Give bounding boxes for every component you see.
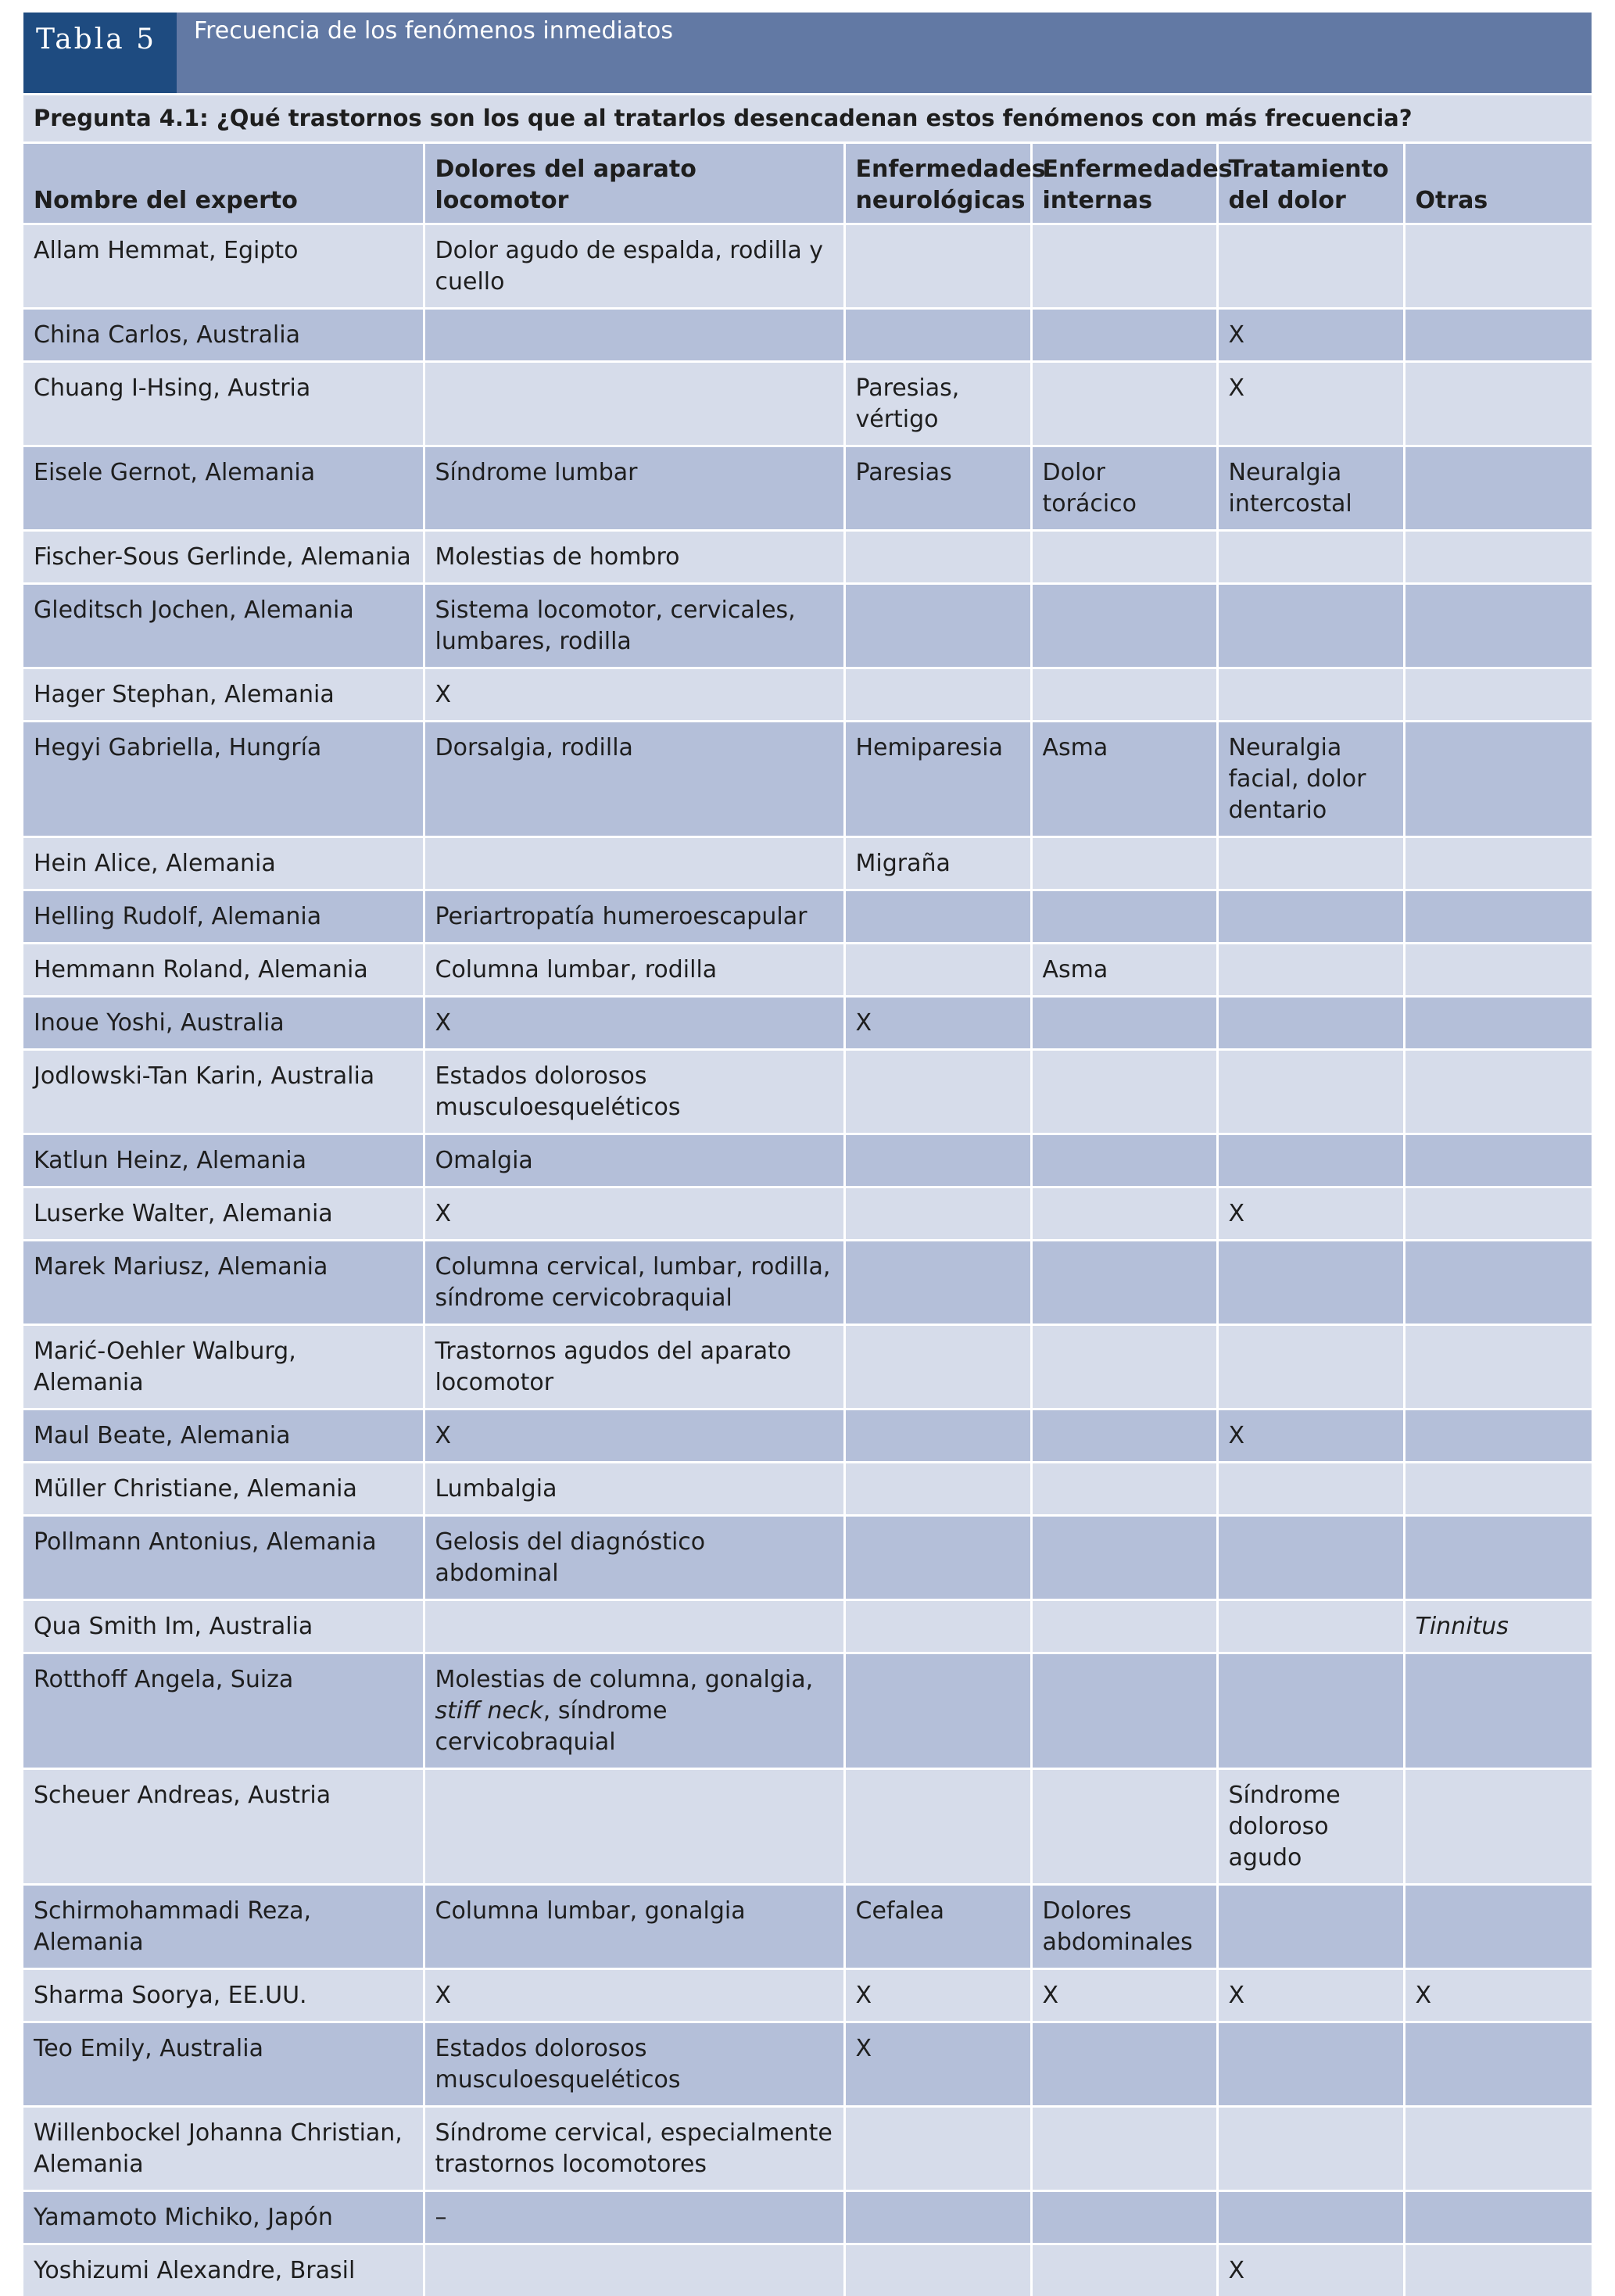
data-table <box>23 141 1592 2296</box>
table-row <box>23 2107 1592 2191</box>
expert-name-cell: Helling Rudolf, Alemania <box>23 890 424 944</box>
table-cell <box>1217 2191 1404 2244</box>
table-cell <box>844 1769 1031 1885</box>
table-cell <box>844 309 1031 362</box>
survey-question: Pregunta 4.1: ¿Qué trastornos son los que al tratarlos desencadenan estos fenómenos con más frecuencia? <box>23 93 1592 141</box>
table-cell <box>1217 1325 1404 1409</box>
table-cell <box>844 1463 1031 1516</box>
table-row <box>23 309 1592 362</box>
table-body <box>23 224 1592 2296</box>
table-cell <box>1404 1134 1592 1187</box>
table-row <box>23 1409 1592 1463</box>
table-cell <box>1217 890 1404 944</box>
table-row <box>23 1885 1592 1969</box>
table-row <box>23 1134 1592 1187</box>
table-cell <box>1031 362 1217 446</box>
table-cell <box>1404 944 1592 997</box>
table-cell <box>1404 224 1592 309</box>
table-cell <box>844 890 1031 944</box>
table-row <box>23 2191 1592 2244</box>
table-cell <box>424 1600 844 1653</box>
column-header: Enfermedades neurológicas <box>844 143 1031 224</box>
table-cell: Asma <box>1031 722 1217 837</box>
table-cell <box>1217 668 1404 722</box>
expert-name-cell: Katlun Heinz, Alemania <box>23 1134 424 1187</box>
table-row <box>23 531 1592 584</box>
expert-name-cell: Yoshizumi Alexandre, Brasil <box>23 2244 424 2296</box>
table-cell <box>424 362 844 446</box>
table-cell: X <box>844 1969 1031 2022</box>
expert-name-cell: Fischer-Sous Gerlinde, Alemania <box>23 531 424 584</box>
table-cell <box>1217 1516 1404 1600</box>
table-page <box>23 13 1592 2296</box>
table-row <box>23 1187 1592 1241</box>
table-cell <box>1031 1050 1217 1134</box>
table-cell <box>844 2107 1031 2191</box>
table-cell <box>1217 1050 1404 1134</box>
table-row <box>23 584 1592 668</box>
table-cell <box>1031 1769 1217 1885</box>
table-cell <box>1404 997 1592 1050</box>
table-cell <box>1217 2022 1404 2107</box>
table-cell <box>1404 2107 1592 2191</box>
table-cell: Lumbalgia <box>424 1463 844 1516</box>
table-cell: Omalgia <box>424 1134 844 1187</box>
expert-name-cell: Hemmann Roland, Alemania <box>23 944 424 997</box>
table-cell <box>1404 890 1592 944</box>
table-cell <box>844 1516 1031 1600</box>
table-row <box>23 1241 1592 1325</box>
table-cell <box>1031 2022 1217 2107</box>
table-row <box>23 890 1592 944</box>
table-cell <box>1404 837 1592 890</box>
table-cell: X <box>1217 1187 1404 1241</box>
table-cell: Hemiparesia <box>844 722 1031 837</box>
table-cell: X <box>844 2022 1031 2107</box>
table-cell: Columna lumbar, rodilla <box>424 944 844 997</box>
table-cell: Gelosis del diagnóstico abdominal <box>424 1516 844 1600</box>
table-cell <box>424 837 844 890</box>
table-header-row <box>23 143 1592 224</box>
table-cell <box>1031 997 1217 1050</box>
column-header: Tratamiento del dolor <box>1217 143 1404 224</box>
expert-name-cell: Chuang I-Hsing, Austria <box>23 362 424 446</box>
expert-name-cell: Marek Mariusz, Alemania <box>23 1241 424 1325</box>
table-cell <box>1404 1325 1592 1409</box>
table-cell: Molestias de columna, gonalgia, stiff neck, síndrome cervicobraquial <box>424 1653 844 1769</box>
table-cell <box>1217 1653 1404 1769</box>
table-cell: Estados dolorosos musculoesqueléticos <box>424 1050 844 1134</box>
table-cell <box>844 584 1031 668</box>
table-cell <box>844 2244 1031 2296</box>
column-header: Nombre del experto <box>23 143 424 224</box>
table-cell <box>1217 224 1404 309</box>
table-cell <box>844 224 1031 309</box>
table-number-label: Tabla 5 <box>23 13 177 93</box>
table-cell: X <box>424 1187 844 1241</box>
table-cell: Dolores abdominales <box>1031 1885 1217 1969</box>
table-cell <box>424 1769 844 1885</box>
table-cell: Trastornos agudos del aparato locomotor <box>424 1325 844 1409</box>
table-cell <box>1031 1653 1217 1769</box>
expert-name-cell: Gleditsch Jochen, Alemania <box>23 584 424 668</box>
table-cell: Paresias, vértigo <box>844 362 1031 446</box>
column-header: Enfermedades internas <box>1031 143 1217 224</box>
table-cell: Cefalea <box>844 1885 1031 1969</box>
table-cell: X <box>844 997 1031 1050</box>
table-cell: Asma <box>1031 944 1217 997</box>
table-cell <box>844 2191 1031 2244</box>
table-cell <box>1404 1653 1592 1769</box>
expert-name-cell: Willenbockel Johanna Christian, Alemania <box>23 2107 424 2191</box>
expert-name-cell: Müller Christiane, Alemania <box>23 1463 424 1516</box>
table-cell: Dolor torácico <box>1031 446 1217 531</box>
table-cell <box>1031 890 1217 944</box>
expert-name-cell: Rotthoff Angela, Suiza <box>23 1653 424 1769</box>
table-cell <box>1217 584 1404 668</box>
table-cell <box>1404 722 1592 837</box>
table-cell <box>1031 2191 1217 2244</box>
table-cell: Síndrome lumbar <box>424 446 844 531</box>
table-cell <box>1404 531 1592 584</box>
table-cell <box>1031 668 1217 722</box>
table-cell: Paresias <box>844 446 1031 531</box>
table-cell <box>844 668 1031 722</box>
table-cell <box>424 309 844 362</box>
table-cell: X <box>1404 1969 1592 2022</box>
table-cell <box>1404 1769 1592 1885</box>
table-cell <box>1404 1516 1592 1600</box>
table-cell <box>844 1187 1031 1241</box>
table-cell: Síndrome doloroso agudo <box>1217 1769 1404 1885</box>
table-row <box>23 722 1592 837</box>
table-cell: Dorsalgia, rodilla <box>424 722 844 837</box>
table-row <box>23 1653 1592 1769</box>
expert-name-cell: Hager Stephan, Alemania <box>23 668 424 722</box>
expert-name-cell: Allam Hemmat, Egipto <box>23 224 424 309</box>
column-header: Otras <box>1404 143 1592 224</box>
table-cell <box>1031 584 1217 668</box>
table-cell: Periartropatía humeroescapular <box>424 890 844 944</box>
table-cell <box>1217 531 1404 584</box>
table-row <box>23 1325 1592 1409</box>
table-cell <box>1404 1050 1592 1134</box>
table-cell: X <box>1217 2244 1404 2296</box>
table-row <box>23 837 1592 890</box>
expert-name-cell: Hegyi Gabriella, Hungría <box>23 722 424 837</box>
expert-name-cell: Schirmohammadi Reza, Alemania <box>23 1885 424 1969</box>
table-row <box>23 668 1592 722</box>
table-cell <box>844 531 1031 584</box>
table-cell <box>844 944 1031 997</box>
table-row <box>23 1969 1592 2022</box>
expert-name-cell: Inoue Yoshi, Australia <box>23 997 424 1050</box>
table-cell <box>844 1241 1031 1325</box>
expert-name-cell: Marić-Oehler Walburg, Alemania <box>23 1325 424 1409</box>
table-cell <box>844 1409 1031 1463</box>
table-cell <box>1404 2244 1592 2296</box>
table-cell: X <box>424 997 844 1050</box>
table-cell <box>1217 1241 1404 1325</box>
table-cell <box>1217 1600 1404 1653</box>
table-cell <box>1404 1187 1592 1241</box>
table-cell <box>1031 1325 1217 1409</box>
table-row <box>23 997 1592 1050</box>
expert-name-cell: Pollmann Antonius, Alemania <box>23 1516 424 1600</box>
table-row <box>23 1600 1592 1653</box>
table-cell <box>1031 837 1217 890</box>
table-cell: X <box>1217 1969 1404 2022</box>
table-cell: Migraña <box>844 837 1031 890</box>
table-row <box>23 2244 1592 2296</box>
expert-name-cell: Sharma Soorya, EE.UU. <box>23 1969 424 2022</box>
table-cell <box>1217 837 1404 890</box>
table-cell: Tinnitus <box>1404 1600 1592 1653</box>
table-row <box>23 1050 1592 1134</box>
table-cell <box>1217 997 1404 1050</box>
table-cell: Molestias de hombro <box>424 531 844 584</box>
italic-term: stiff neck <box>435 1697 543 1725</box>
table-row <box>23 224 1592 309</box>
table-cell <box>1031 2107 1217 2191</box>
table-cell <box>1031 1600 1217 1653</box>
table-cell <box>1217 1134 1404 1187</box>
table-row <box>23 2022 1592 2107</box>
table-row <box>23 1463 1592 1516</box>
table-cell <box>1217 1463 1404 1516</box>
table-cell <box>1404 309 1592 362</box>
table-cell <box>844 1600 1031 1653</box>
table-cell <box>1031 224 1217 309</box>
table-cell <box>1031 1516 1217 1600</box>
table-row <box>23 1516 1592 1600</box>
table-cell: Sistema locomotor, cervicales, lumbares, rodilla <box>424 584 844 668</box>
table-cell <box>1031 531 1217 584</box>
table-cell <box>1031 1463 1217 1516</box>
table-row <box>23 362 1592 446</box>
table-cell <box>1217 2107 1404 2191</box>
table-cell: – <box>424 2191 844 2244</box>
table-cell <box>1404 1885 1592 1969</box>
table-cell: X <box>1217 362 1404 446</box>
table-cell <box>1404 446 1592 531</box>
table-title-bar <box>23 13 1592 93</box>
table-row <box>23 1769 1592 1885</box>
expert-name-cell: China Carlos, Australia <box>23 309 424 362</box>
table-cell <box>1031 309 1217 362</box>
table-cell <box>1031 1134 1217 1187</box>
table-title: Frecuencia de los fenómenos inmediatos <box>177 13 673 93</box>
table-cell <box>1404 362 1592 446</box>
table-cell: Síndrome cervical, especialmente trastornos locomotores <box>424 2107 844 2191</box>
table-cell: Dolor agudo de espalda, rodilla y cuello <box>424 224 844 309</box>
expert-name-cell: Teo Emily, Australia <box>23 2022 424 2107</box>
table-cell <box>1031 1409 1217 1463</box>
table-cell <box>1404 2191 1592 2244</box>
table-row <box>23 944 1592 997</box>
table-cell <box>1031 1241 1217 1325</box>
expert-name-cell: Maul Beate, Alemania <box>23 1409 424 1463</box>
table-cell <box>1404 2022 1592 2107</box>
expert-name-cell: Eisele Gernot, Alemania <box>23 446 424 531</box>
expert-name-cell: Qua Smith Im, Australia <box>23 1600 424 1653</box>
table-cell <box>1404 1409 1592 1463</box>
table-cell <box>1404 1463 1592 1516</box>
table-row <box>23 446 1592 531</box>
table-cell <box>844 1653 1031 1769</box>
table-cell: Estados dolorosos musculoesqueléticos <box>424 2022 844 2107</box>
table-cell: Columna lumbar, gonalgia <box>424 1885 844 1969</box>
expert-name-cell: Jodlowski-Tan Karin, Australia <box>23 1050 424 1134</box>
table-cell <box>424 2244 844 2296</box>
table-cell <box>844 1134 1031 1187</box>
table-cell: X <box>424 668 844 722</box>
table-cell <box>1031 2244 1217 2296</box>
table-cell: X <box>1031 1969 1217 2022</box>
table-cell <box>1217 1885 1404 1969</box>
table-cell: X <box>424 1969 844 2022</box>
table-cell <box>1031 1187 1217 1241</box>
table-cell <box>844 1325 1031 1409</box>
table-cell: X <box>1217 1409 1404 1463</box>
expert-name-cell: Scheuer Andreas, Austria <box>23 1769 424 1885</box>
table-cell: Neuralgia facial, dolor dentario <box>1217 722 1404 837</box>
table-cell <box>1404 1241 1592 1325</box>
table-cell <box>1404 584 1592 668</box>
table-cell <box>1404 668 1592 722</box>
column-header: Dolores del aparato locomotor <box>424 143 844 224</box>
table-cell <box>1217 944 1404 997</box>
expert-name-cell: Luserke Walter, Alemania <box>23 1187 424 1241</box>
table-cell: X <box>424 1409 844 1463</box>
table-cell: Columna cervical, lumbar, rodilla, síndrome cervicobraquial <box>424 1241 844 1325</box>
table-cell <box>844 1050 1031 1134</box>
table-cell: Neuralgia intercostal <box>1217 446 1404 531</box>
table-cell: X <box>1217 309 1404 362</box>
expert-name-cell: Yamamoto Michiko, Japón <box>23 2191 424 2244</box>
expert-name-cell: Hein Alice, Alemania <box>23 837 424 890</box>
